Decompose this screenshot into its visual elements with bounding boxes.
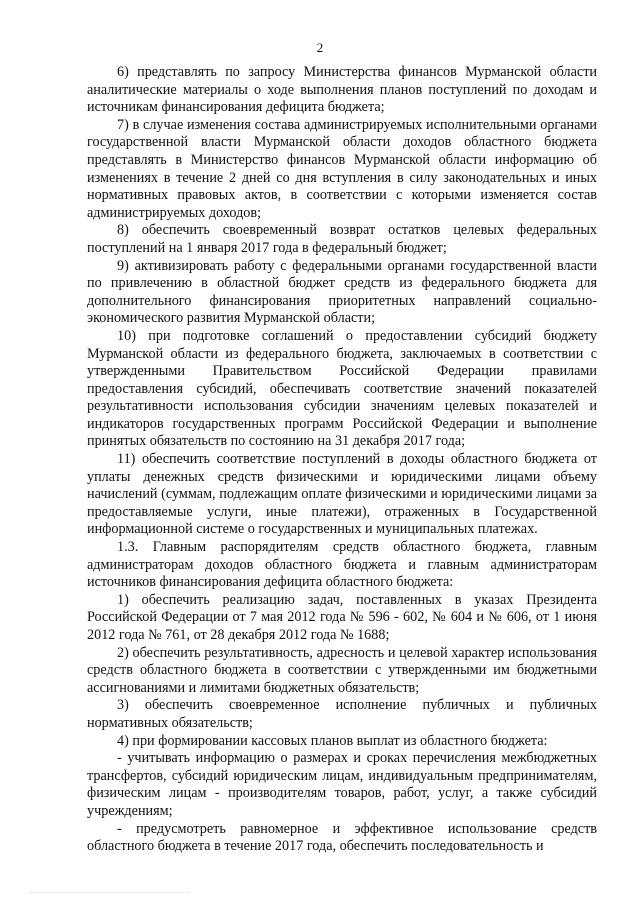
bullet-item-uniform-use: - предусмотреть равномерное и эффективное использование средств областного бюджета в течение 2017 года, обеспечить последовательность и — [87, 820, 597, 855]
scan-artifact — [30, 892, 190, 899]
paragraph-item-10: 10) при подготовке соглашений о предоставлении субсидий бюджету Мурманской области из федерального бюджета, заключаемых в соответствии с утвержденными Правительством Российской Федерации правилами предоставления субсидий, обеспечивать соответствие значений показателей результативности использования субсидии значениям целевых показателей и индикаторов государственных программ Российской Федерации и выполнение принятых обязательств по состоянию на 31 декабря 2017 года; — [87, 327, 597, 450]
paragraph-item-7: 7) в случае изменения состава администрируемых исполнительными органами государственной власти Мурманской области доходов областного бюджета представлять в Министерство финансов Мурманской области информацию об изменениях в течение 2 дней со дня вступления в силу законодательных и иных нормативных правовых актов, в соответствии с которыми изменяется состав администрируемых доходов; — [87, 116, 597, 221]
section-1-3-heading-paragraph: 1.3. Главным распорядителям средств областного бюджета, главным администраторам доходов областного бюджета и главным администраторам источников финансирования дефицита областного бюджета: — [87, 539, 597, 591]
section-1-3-item-2: 2) обеспечить результативность, адресность и целевой характер использования средств областного бюджета в соответствии с утвержденными им бюджетными ассигнованиями и лимитами бюджетных обязательств; — [87, 644, 597, 696]
section-1-3-item-3: 3) обеспечить своевременное исполнение публичных и публичных нормативных обязательств; — [87, 697, 597, 731]
bullet-item-transfers: - учитывать информацию о размерах и сроках перечисления межбюджетных трансфертов, субсидий юридическим лицам, индивидуальным предпринимателям, физическим лицам - производителям товаров, работ, услуг, а также субсидий учреждениям; — [87, 750, 597, 819]
paragraph-item-11: 11) обеспечить соответствие поступлений в доходы областного бюджета от уплаты денежных средств физическими и юридическими лицами объему начислений (суммам, подлежащим оплате физическими и юридическими лицами за предоставляемые услуги, иные платежи), отраженных в Государственной информационной системе о государственных и муниципальных платежах. — [87, 451, 597, 538]
section-1-3-item-4: 4) при формировании кассовых планов выплат из областного бюджета: — [117, 732, 548, 749]
document-body — [87, 64, 597, 856]
paragraph-item-6: 6) представлять по запросу Министерства финансов Мурманской области аналитические материалы о ходе выполнения планов поступлений по доходам и источникам финансирования дефицита бюджета; — [87, 64, 597, 116]
paragraph-item-8: 8) обеспечить своевременный возврат остатков целевых федеральных поступлений на 1 января 2017 года в федеральный бюджет; — [87, 222, 597, 256]
page-number: 2 — [316, 40, 324, 55]
section-1-3-item-1: 1) обеспечить реализацию задач, поставленных в указах Президента Российской Федерации от 7 мая 2012 года № 596 - 602, № 604 и № 606, от 1 июня 2012 года № 761, от 28 декабря 2012 года № 1688; — [87, 591, 597, 643]
paragraph-item-9: 9) активизировать работу с федеральными органами государственной власти по привлечению в областной бюджет средств из федерального бюджета для дополнительного финансирования приоритетных направлений социально-экономического развития Мурманской области; — [87, 257, 597, 327]
